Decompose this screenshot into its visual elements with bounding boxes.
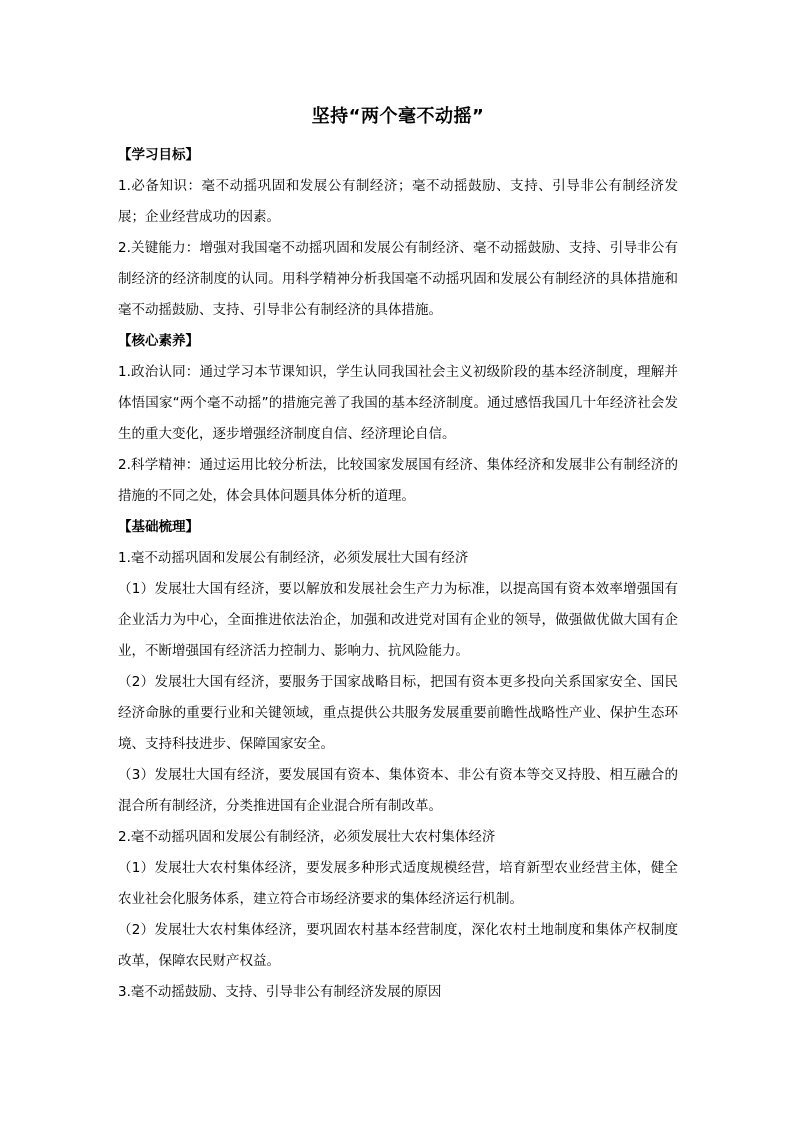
section-basics <box>118 512 678 1008</box>
section-learning-goals <box>118 140 678 326</box>
section-heading: 【学习目标】 <box>118 147 199 163</box>
document-title: 坚持“两个毫不动摇” <box>311 106 485 127</box>
section-core-literacy <box>118 326 678 512</box>
section-heading: 【核心素养】 <box>118 333 199 349</box>
paragraph: 3.毫不动摇鼓励、支持、引导非公有制经济发展的原因 <box>118 984 442 1000</box>
paragraph: （1）发展壮大农村集体经济，要发展多种形式适度规模经营，培育新型农业经营主体，健全农业社会化服务体系，建立符合市场经济要求的集体经济运行机制。 <box>118 860 678 907</box>
paragraph: 2.关键能力：增强对我国毫不动摇巩固和发展公有制经济、毫不动摇鼓励、支持、引导非公有制经济的经济制度的认同。用科学精神分析我国毫不动摇巩固和发展公有制经济的具体措施和毫不动摇鼓励、支持、引导非公有制经济的具体措施。 <box>118 240 678 318</box>
paragraph: 2.科学精神：通过运用比较分析法，比较国家发展国有经济、集体经济和发展非公有制经济的措施的不同之处，体会具体问题具体分析的道理。 <box>118 457 678 504</box>
paragraph: 1.毫不动摇巩固和发展公有制经济，必须发展壮大国有经济 <box>118 550 469 566</box>
paragraph: （3）发展壮大国有经济，要发展国有资本、集体资本、非公有资本等交叉持股、相互融合的混合所有制经济，分类推进国有企业混合所有制改革。 <box>118 767 678 814</box>
paragraph: （2）发展壮大农村集体经济，要巩固农村基本经营制度，深化农村土地制度和集体产权制度改革，保障农民财产权益。 <box>118 922 678 969</box>
section-heading: 【基础梳理】 <box>118 519 199 535</box>
paragraph: 2.毫不动摇巩固和发展公有制经济，必须发展壮大农村集体经济 <box>118 829 496 845</box>
paragraph: （2）发展壮大国有经济，要服务于国家战略目标，把国有资本更多投向关系国家安全、国民经济命脉的重要行业和关键领域，重点提供公共服务发展重要前瞻性战略性产业、保护生态环境、支持科技进步、保障国家安全。 <box>118 674 678 752</box>
paragraph: （1）发展壮大国有经济，要以解放和发展社会生产力为标准，以提高国有资本效率增强国有企业活力为中心，全面推进依法治企，加强和改进党对国有企业的领导，做强做优做大国有企业，不断增强国有经济活力控制力、影响力、抗风险能力。 <box>118 581 678 659</box>
document-content <box>118 102 678 1008</box>
paragraph: 1.必备知识：毫不动摇巩固和发展公有制经济；毫不动摇鼓励、支持、引导非公有制经济发展；企业经营成功的因素。 <box>118 178 678 225</box>
paragraph: 1.政治认同：通过学习本节课知识，学生认同我国社会主义初级阶段的基本经济制度，理解并体悟国家“两个毫不动摇”的措施完善了我国的基本经济制度。通过感悟我国几十年经济社会发生的重大变化，逐步增强经济制度自信、经济理论自信。 <box>118 364 678 442</box>
